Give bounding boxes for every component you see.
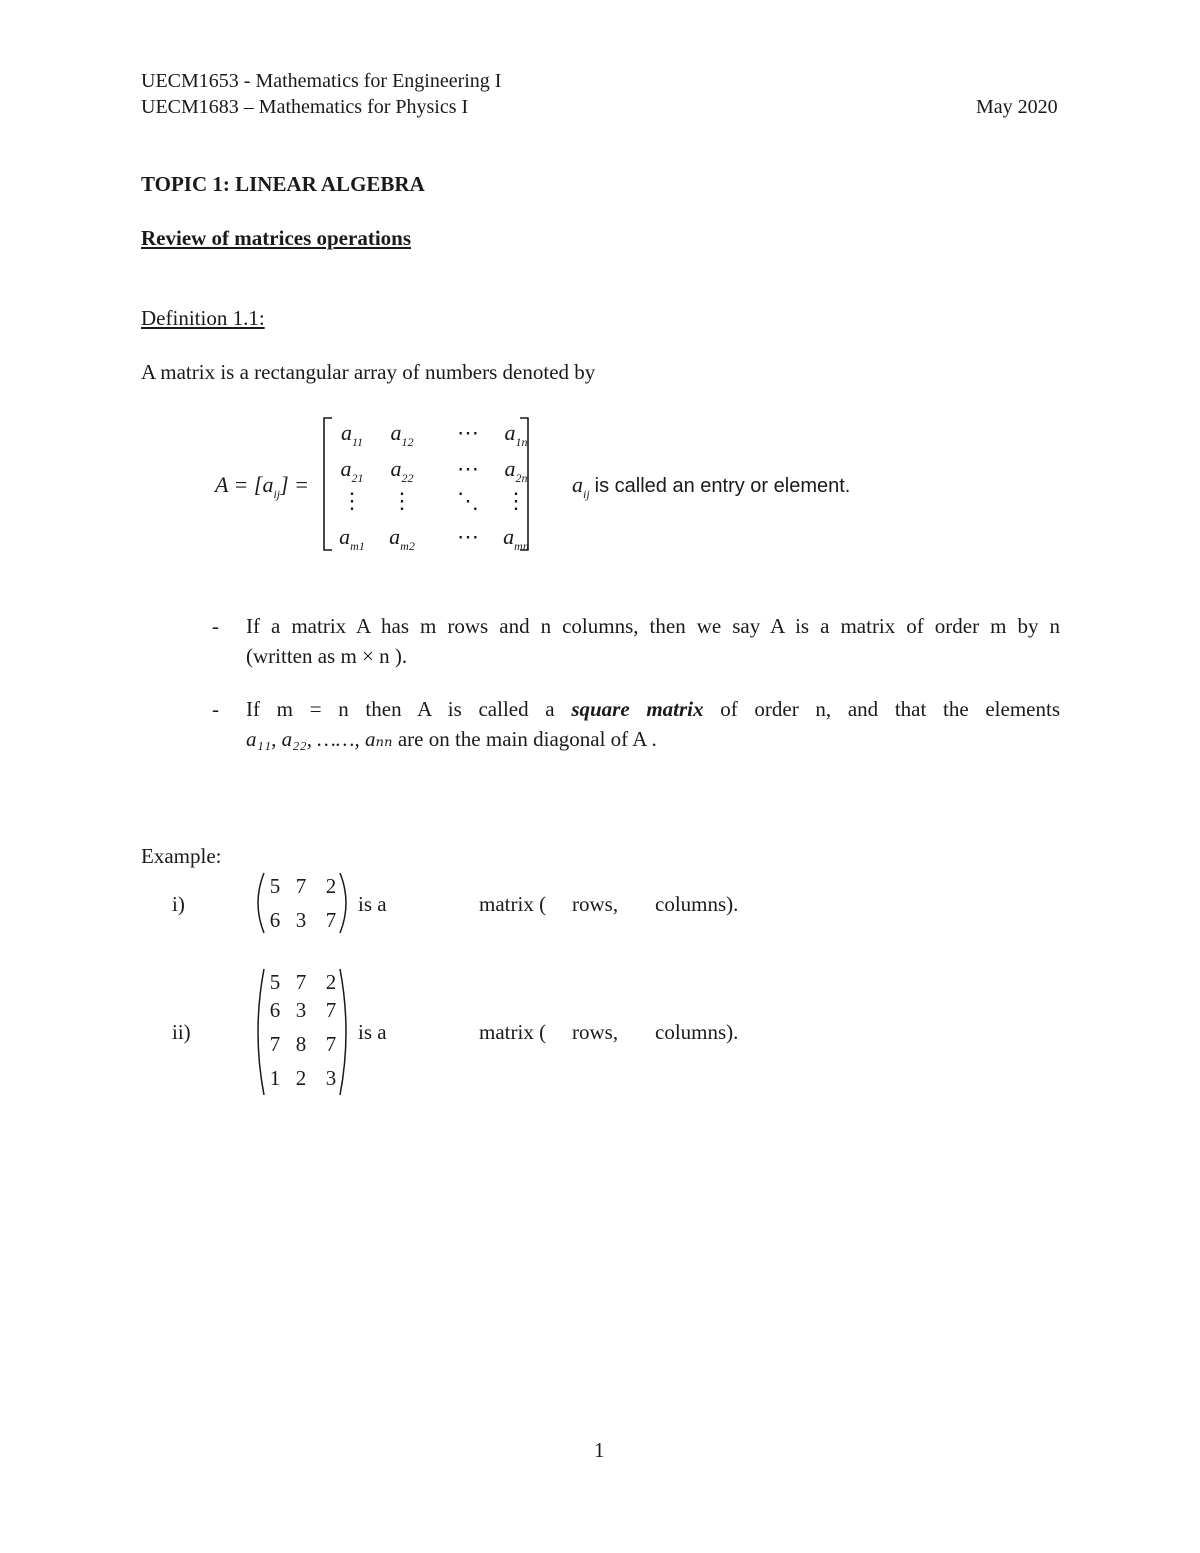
page-number: 1 [594,1438,605,1462]
example-2-entry-r4-c2: 2 [295,1066,307,1090]
matrix-entry-r3-c2 [372,488,432,514]
square-matrix-term: square matrix [571,697,704,721]
matrix-entry-base: a [340,456,352,481]
matrix-entry-r4-c2 [372,524,432,553]
header-date: May 2020 [976,96,1058,118]
definition-text: A matrix is a rectangular array of numbers denoted by [141,360,596,384]
matrix-entry-base: ⋮ [341,488,363,513]
example-1-matrix [250,870,354,936]
example-2-entry-r1-c3: 2 [325,970,337,994]
matrix-entry-sub: m2 [400,539,415,553]
matrix-entry-base: a [504,420,516,445]
example-1-entry-r1-c3: 2 [325,874,337,898]
entry-note-var: a [572,472,583,497]
example-1-rows-word: rows, [572,892,619,916]
bullet-1 [246,611,1060,671]
lhs-close: ] = [280,472,310,497]
matrix-entry-base: ⋯ [457,524,479,549]
matrix-entry-base: ⋱ [457,488,479,513]
example-2-entry-r3-c2: 8 [295,1032,307,1056]
entry-note-sub: ij [583,487,590,501]
bullet-dash-2: - [212,697,219,721]
example-1-entry-r2-c1: 6 [269,908,281,932]
matrix-entry-r2-c4 [486,456,546,485]
example-2-entry-r1-c1: 5 [269,970,281,994]
lhs-open: A = [a [215,472,274,497]
matrix-entry-sub: 11 [351,435,364,449]
example-2-is-a: is a [358,1020,387,1044]
bullet-2-part-a: If m = n then A is called a [246,697,555,721]
general-matrix [320,416,535,552]
page-title: TOPIC 1: LINEAR ALGEBRA [141,172,425,196]
bullet-2-line2-text: are on the main diagonal of A . [397,727,657,751]
entry-note [572,472,851,501]
matrix-entry-base: a [390,420,402,445]
example-2-entry-r3-c1: 7 [269,1032,281,1056]
bullet-2-part-c: of order n, and that the elements [720,697,1060,721]
example-2-rows-word: rows, [572,1020,619,1044]
matrix-entry-sub: 12 [401,435,414,449]
matrix-entry-base: ⋯ [457,456,479,481]
matrix-entry-base: a [339,524,351,549]
entry-note-text: is called an entry or element. [594,475,851,497]
example-2-entry-r3-c3: 7 [325,1032,337,1056]
matrix-entry-base: a [340,420,352,445]
example-1-entry-r2-c3: 7 [325,908,337,932]
matrix-entry-base: a [503,524,515,549]
matrix-entry-base: ⋮ [505,488,527,513]
matrix-entry-r2-c2 [372,456,432,485]
matrix-entry-r1-c2 [372,420,432,449]
example-1-entry-r1-c1: 5 [269,874,281,898]
matrix-entry-base: ⋮ [391,488,413,513]
example-1-is-a: is a [358,892,387,916]
lhs-sub: ij [273,487,281,501]
bullet-1-line1: If a matrix A has m rows and n columns, then we say A is a matrix of order m by n [246,614,1060,638]
example-1-entry-r2-c2: 3 [295,908,307,932]
matrix-entry-sub: 2n [515,471,528,485]
matrix-entry-base: a [390,456,402,481]
matrix-entry-sub: 1n [515,435,528,449]
bullet-1-line2: (written as m × n ). [246,644,408,668]
bullet-2-line1 [246,694,1060,724]
example-1-entry-r1-c2: 7 [295,874,307,898]
course-line-1: UECM1653 - Mathematics for Engineering I [141,70,502,92]
example-2-entry-r2-c2: 3 [295,998,307,1022]
diagonal-elements: a₁₁, a₂₂, ……, aₙₙ [246,727,393,751]
bullet-2 [246,694,1060,754]
example-2-entry-r2-c3: 7 [325,998,337,1022]
matrix-entry-r3-c4 [486,488,546,514]
example-2-entry-r4-c1: 1 [269,1066,281,1090]
example-2-entry-r2-c1: 6 [269,998,281,1022]
example-label: Example: [141,844,222,868]
section-heading: Review of matrices operations [141,226,412,250]
matrix-entry-sub: mn [514,539,529,553]
example-2-matrix-word: matrix ( [479,1020,547,1044]
matrix-entry-base: a [504,456,516,481]
example-1-number: i) [172,892,185,916]
example-2-entry-r1-c2: 7 [295,970,307,994]
example-2-number: ii) [172,1020,191,1044]
example-1-matrix-word: matrix ( [479,892,547,916]
course-line-2: UECM1683 – Mathematics for Physics I [141,96,469,118]
bullet-2-line2 [246,724,1060,754]
matrix-entry-base: a [389,524,401,549]
matrix-entry-sub: 22 [401,471,414,485]
example-2-cols-word: columns). [655,1020,739,1044]
matrix-entry-r1-c4 [486,420,546,449]
definition-label: Definition 1.1: [141,306,265,330]
matrix-entry-sub: 21 [351,471,364,485]
matrix-entry-r4-c4 [486,524,546,553]
matrix-entry-sub: m1 [350,539,365,553]
example-2-matrix [250,966,354,1098]
matrix-entry-base: ⋯ [457,420,479,445]
example-1-cols-word: columns). [655,892,739,916]
matrix-lhs [215,472,310,501]
bullet-dash-1: - [212,614,219,638]
example-2-entry-r4-c3: 3 [325,1066,337,1090]
